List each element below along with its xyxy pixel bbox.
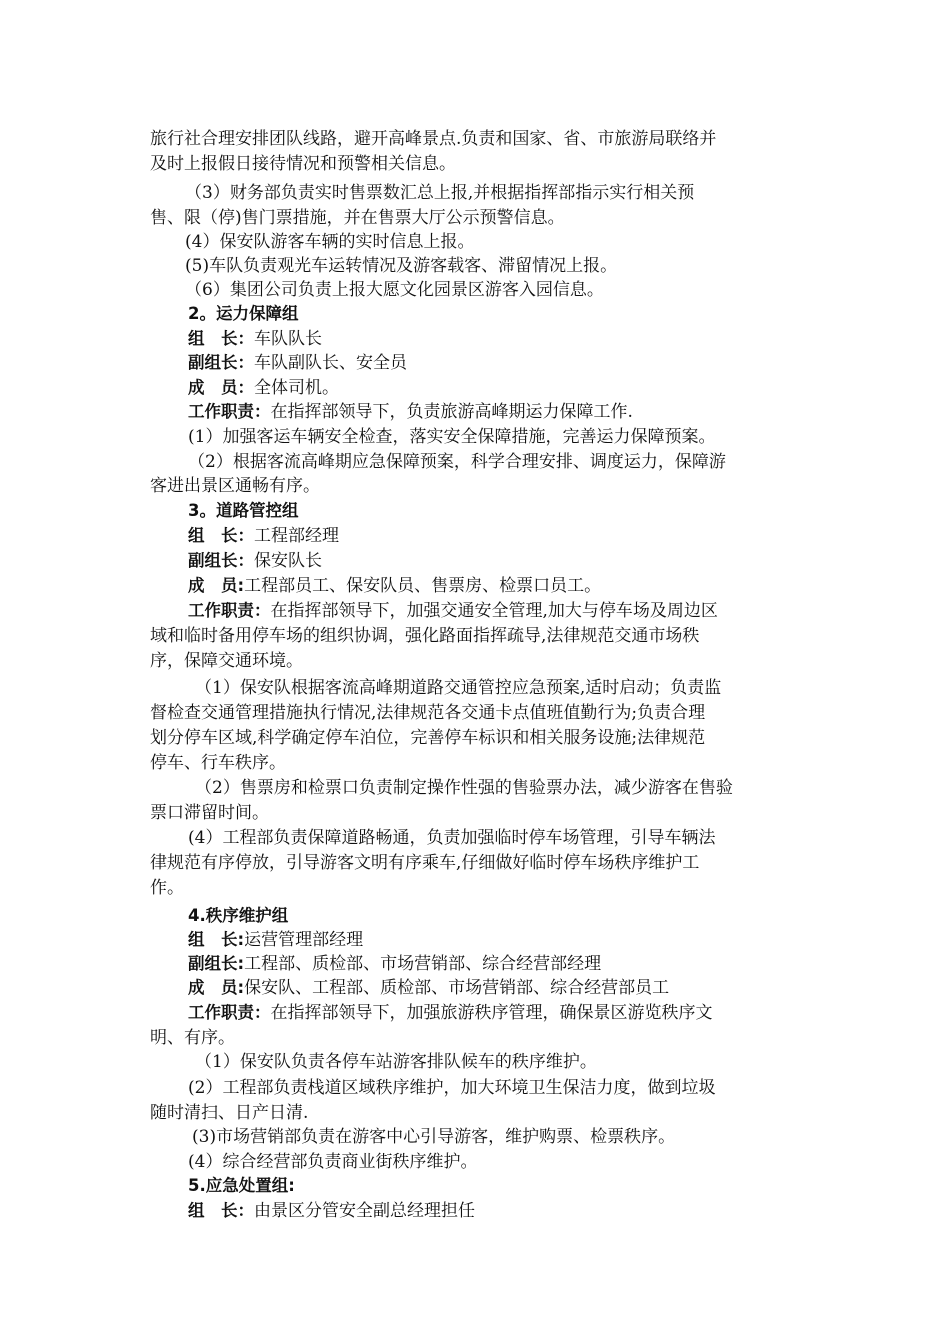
role-line (188, 928, 363, 952)
role-value: 工程部员工、保安队员、售票房、检票口员工。 (244, 576, 602, 596)
role-label: 组 长: (188, 930, 245, 949)
paragraph-line: (4）综合经营部负责商业街秩序维护。 (188, 1152, 478, 1172)
role-line (188, 976, 669, 1000)
role-label: 成 员： (188, 378, 254, 397)
role-line (188, 574, 601, 598)
role-label: 副组长： (188, 353, 254, 372)
duty-text: 在指挥部领导下，加强交通安全管理,加大与停车场及周边区 (270, 601, 718, 621)
role-label: 成 员: (188, 978, 245, 997)
role-value: 运营管理部经理 (244, 930, 364, 950)
duty-label: 工作职责： (188, 402, 271, 421)
section-heading: 2。运力保障组 (188, 304, 299, 323)
paragraph-line: 划分停车区域,科学确定停车泊位，完善停车标识和相关服务设施;法律规范 (150, 728, 706, 748)
role-value: 工程部经理 (254, 526, 339, 546)
section-heading: 5.应急处置组: (188, 1176, 295, 1195)
paragraph-line: (4）保安队游客车辆的实时信息上报。 (185, 232, 475, 252)
role-label: 组 长： (188, 329, 254, 348)
role-label: 组 长： (188, 526, 254, 545)
paragraph-line: 停车、行车秩序。 (150, 753, 286, 773)
paragraph-line: 明、有序。 (150, 1028, 235, 1048)
role-line (188, 327, 322, 351)
duty-line (188, 1001, 713, 1025)
role-line (188, 351, 407, 375)
paragraph-line: 律规范有序停放，引导游客文明有序乘车,仔细做好临时停车场秩序维护工 (150, 853, 700, 873)
duty-label: 工作职责： (188, 601, 271, 620)
paragraph-line: （1）保安队负责各停车站游客排队候车的秩序维护。 (195, 1052, 597, 1072)
role-value: 车队副队长、安全员 (254, 353, 407, 373)
section-heading: 4.秩序维护组 (188, 906, 289, 925)
paragraph-line: 随时清扫、日产日清. (150, 1103, 309, 1123)
paragraph-line: (2）工程部负责栈道区域秩序维护，加大环境卫生保洁力度，做到垃圾 (188, 1078, 716, 1098)
paragraph-line: 客进出景区通畅有序。 (150, 476, 320, 496)
paragraph-line: （6）集团公司负责上报大愿文化园景区游客入园信息。 (185, 280, 604, 300)
role-line (188, 1199, 475, 1223)
duty-label: 工作职责： (188, 1003, 271, 1022)
role-value: 工程部、质检部、市场营销部、综合经营部经理 (244, 954, 602, 974)
paragraph-line: (5)车队负责观光车运转情况及游客载客、滞留情况上报。 (185, 256, 618, 276)
role-line (188, 376, 339, 400)
paragraph-line: （1）保安队根据客流高峰期道路交通管控应急预案,适时启动；负责监 (195, 678, 722, 698)
paragraph-line: （2）根据客流高峰期应急保障预案，科学合理安排、调度运力，保障游 (188, 452, 726, 472)
role-label: 副组长： (188, 551, 254, 570)
role-label: 副组长: (188, 954, 245, 973)
role-value: 全体司机。 (254, 378, 339, 398)
role-label: 组 长： (188, 1201, 254, 1220)
paragraph-line: （2）售票房和检票口负责制定操作性强的售验票办法，减少游客在售验 (195, 778, 733, 798)
paragraph-line: (3)市场营销部负责在游客中心引导游客，维护购票、检票秩序。 (192, 1127, 676, 1147)
section-heading: 3。道路管控组 (188, 501, 299, 520)
role-value: 保安队长 (254, 551, 322, 571)
paragraph-line: (1）加强客运车辆安全检查，落实安全保障措施，完善运力保障预案。 (188, 427, 716, 447)
duty-line (188, 400, 633, 424)
role-line (188, 524, 339, 548)
role-value: 保安队、工程部、质检部、市场营销部、综合经营部员工 (244, 978, 670, 998)
paragraph-line: 作。 (150, 878, 184, 898)
role-value: 车队队长 (254, 329, 322, 349)
paragraph-line: 售、限（停)售门票措施，并在售票大厅公示预警信息。 (150, 208, 565, 228)
paragraph-line: 域和临时备用停车场的组织协调，强化路面指挥疏导,法律规范交通市场秩 (150, 626, 700, 646)
role-value: 由景区分管安全副总经理担任 (254, 1201, 475, 1221)
paragraph-line: 票口滞留时间。 (150, 803, 269, 823)
duty-text: 在指挥部领导下，加强旅游秩序管理，确保景区游览秩序文 (270, 1003, 713, 1023)
role-line (188, 952, 601, 976)
role-line (188, 549, 322, 573)
paragraph-line: 及时上报假日接待情况和预警相关信息。 (150, 154, 456, 174)
duty-text: 在指挥部领导下，负责旅游高峰期运力保障工作. (270, 402, 633, 422)
paragraph-line: 旅行社合理安排团队线路，避开高峰景点.负责和国家、省、市旅游局联络并 (150, 129, 717, 149)
paragraph-line: 序，保障交通环境。 (150, 651, 303, 671)
paragraph-line: （3）财务部负责实时售票数汇总上报,并根据指挥部指示实行相关预 (185, 183, 695, 203)
role-label: 成 员: (188, 576, 245, 595)
duty-line (188, 599, 718, 623)
paragraph-line: 督检查交通管理措施执行情况,法律规范各交通卡点值班值勤行为;负责合理 (150, 703, 706, 723)
paragraph-line: (4）工程部负责保障道路畅通，负责加强临时停车场管理，引导车辆法 (188, 828, 716, 848)
